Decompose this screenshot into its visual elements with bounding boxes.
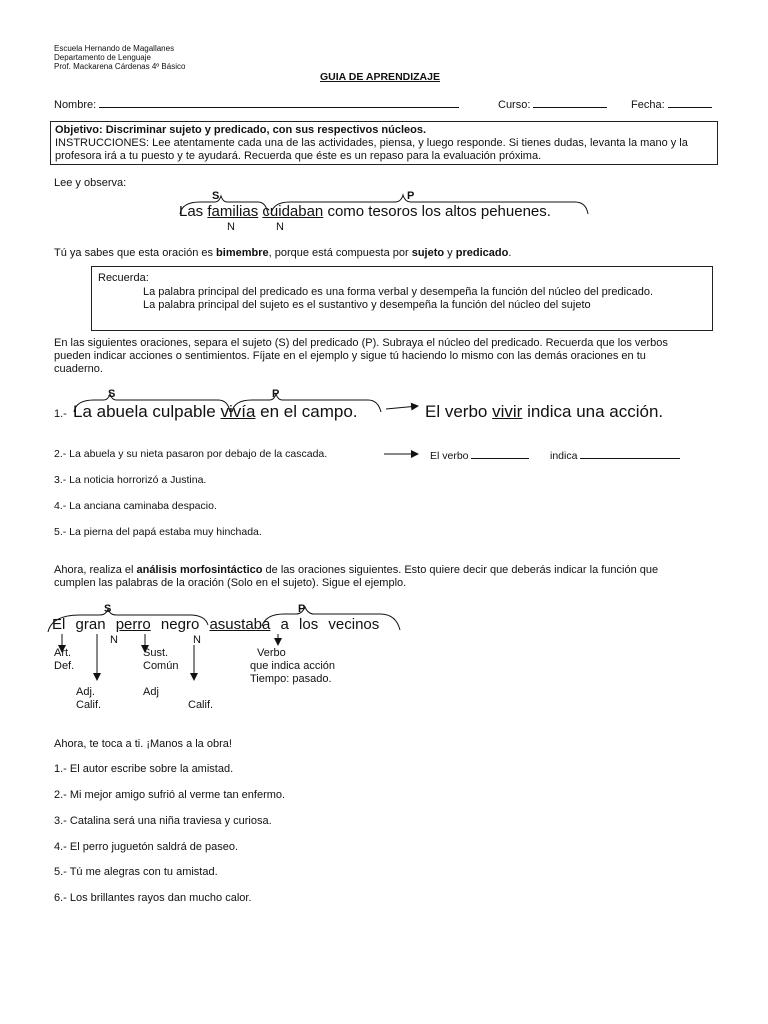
- example1-n-predicate: N: [276, 221, 284, 233]
- label-tiempo: Tiempo: pasado.: [250, 673, 332, 685]
- example1-word-cuidaban: cuidaban: [262, 203, 324, 220]
- practice-item-1: 1.- El autor escribe sobre la amistad.: [54, 763, 234, 775]
- exercise1-explanation: El verbo vivir indica una acción.: [425, 402, 664, 421]
- practice-intro: Ahora, te toca a ti. ¡Manos a la obra!: [54, 738, 232, 750]
- page-title: GUIA DE APRENDIZAJE: [320, 71, 440, 83]
- date-label: Fecha:: [631, 99, 665, 111]
- example2-subject-brace: [48, 609, 208, 632]
- teacher-name: Prof. Mackarena Cárdenas 4º Básico: [54, 62, 186, 71]
- label-sust: Sust.: [143, 647, 169, 659]
- exercise1-s-label: S: [108, 388, 116, 400]
- practice-item-3: 3.- Catalina será una niña traviesa y curiosa.: [54, 815, 272, 827]
- recuerda-title: Recuerda:: [98, 272, 149, 284]
- label-calif-1: Calif.: [76, 699, 102, 711]
- name-label: Nombre:: [54, 99, 97, 111]
- instructions-line-2: profesora irá a tu puesto y te ayudará. Recuerda que éste es un repaso para la evaluación próxima.: [55, 150, 542, 162]
- practice-item-5: 5.- Tú me alegras con tu amistad.: [54, 866, 218, 878]
- recuerda-line-2: La palabra principal del sujeto es el sustantivo y desempeña la función del núcleo del sujeto: [143, 299, 591, 311]
- example1-sentence: Las familias cuidaban como tesoros los altos pehuenes.: [179, 203, 551, 220]
- instructions2-line-3: cuaderno.: [54, 363, 103, 375]
- bimembre-sentence: Tú ya sabes que esta oración es bimembre, porque está compuesta por sujeto y predicado.: [54, 247, 512, 259]
- example1-subject-brace: [180, 196, 268, 214]
- objective-heading: Objetivo: Discriminar sujeto y predicado, con sus respectivos núcleos.: [55, 124, 427, 136]
- exercise2-indica-answer[interactable]: indica: [550, 448, 680, 462]
- department-name: Departamento de Lenguaje: [54, 53, 151, 62]
- exercise1-arrow: [386, 406, 418, 409]
- exercise-item-2: 2.- La abuela y su nieta pasaron por debajo de la cascada.: [54, 448, 328, 460]
- label-adj-2: Adj: [143, 686, 159, 698]
- label-verbo: Verbo: [257, 647, 286, 659]
- example1-predicate-brace: [271, 195, 588, 214]
- example2-p-label: P: [298, 603, 306, 615]
- practice-item-4: 4.- El perro juguetón saldrá de paseo.: [54, 841, 239, 853]
- exercise1-explain-verb: vivir: [492, 402, 523, 421]
- recuerda-line-1: La palabra principal del predicado es una forma verbal y desempeña la función del núcleo del predicado.: [143, 286, 653, 298]
- instructions2-line-1: En las siguientes oraciones, separa el sujeto (S) del predicado (P). Subraya el núcleo del predicado. Recuerda que los verbos: [54, 337, 668, 349]
- example2-sentence: El gran perro negro asustaba a los vecinos: [52, 616, 380, 633]
- exercise1-p-label: P: [272, 388, 280, 400]
- exercise-item-3: 3.- La noticia horrorizó a Justina.: [54, 474, 207, 486]
- exercise1-rest: en el campo.: [260, 402, 358, 421]
- example-intro: Lee y observa:: [54, 177, 127, 189]
- example1-word-las: Las: [179, 203, 204, 220]
- analysis-line-1: Ahora, realiza el análisis morfosintáctico de las oraciones siguientes. Esto quiere decir que deberás indicar la función que: [54, 564, 659, 576]
- example1-p-label: P: [407, 190, 415, 202]
- example1-s-label: S: [212, 190, 220, 202]
- exercise1-number: 1.-: [54, 408, 67, 420]
- example1-word-familias: familias: [207, 203, 259, 220]
- exercise-item-4: 4.- La anciana caminaba despacio.: [54, 500, 217, 512]
- exercise1-verb: vivía: [220, 402, 256, 421]
- practice-item-2: 2.- Mi mejor amigo sufrió al verme tan enfermo.: [54, 789, 286, 801]
- exercise1-subject-brace: [74, 394, 230, 412]
- example2-s-label: S: [104, 603, 112, 615]
- example2-n-1: N: [110, 634, 118, 646]
- analysis-line-2: cumplen las palabras de la oración (Solo en el sujeto). Sigue el ejemplo.: [54, 577, 407, 589]
- school-name: Escuela Hernando de Magallanes: [54, 44, 175, 53]
- example2-predicate-brace: [262, 607, 400, 630]
- exercise2-verb-answer[interactable]: El verbo: [430, 448, 529, 462]
- example2-n-2: N: [193, 634, 201, 646]
- instructions2-line-2: pueden indicar acciones o sentimientos. Fíjate en el ejemplo y sigue tú haciendo lo mismo con las demás oraciones en tu: [54, 350, 646, 362]
- label-comun: Común: [143, 660, 179, 672]
- instructions-line-1: INSTRUCCIONES: Lee atentamente cada una de las actividades, piensa, y luego responde. Si tienes dudas, levanta la mano y la: [55, 137, 688, 149]
- label-adj-1: Adj.: [76, 686, 95, 698]
- course-label: Curso:: [498, 99, 531, 111]
- practice-item-6: 6.- Los brillantes rayos dan mucho calor.: [54, 892, 252, 904]
- exercise1-predicate-brace: [232, 394, 381, 412]
- example1-word-rest: como tesoros los altos pehuenes: [327, 203, 547, 220]
- label-art: Art.: [54, 647, 72, 659]
- label-def: Def.: [54, 660, 75, 672]
- label-que-indica: que indica acción: [250, 660, 336, 672]
- label-calif-2: Calif.: [188, 699, 214, 711]
- example1-n-subject: N: [227, 221, 235, 233]
- exercise1-subject: La abuela culpable: [73, 402, 216, 421]
- exercise-item-5: 5.- La pierna del papá estaba muy hinchada.: [54, 526, 262, 538]
